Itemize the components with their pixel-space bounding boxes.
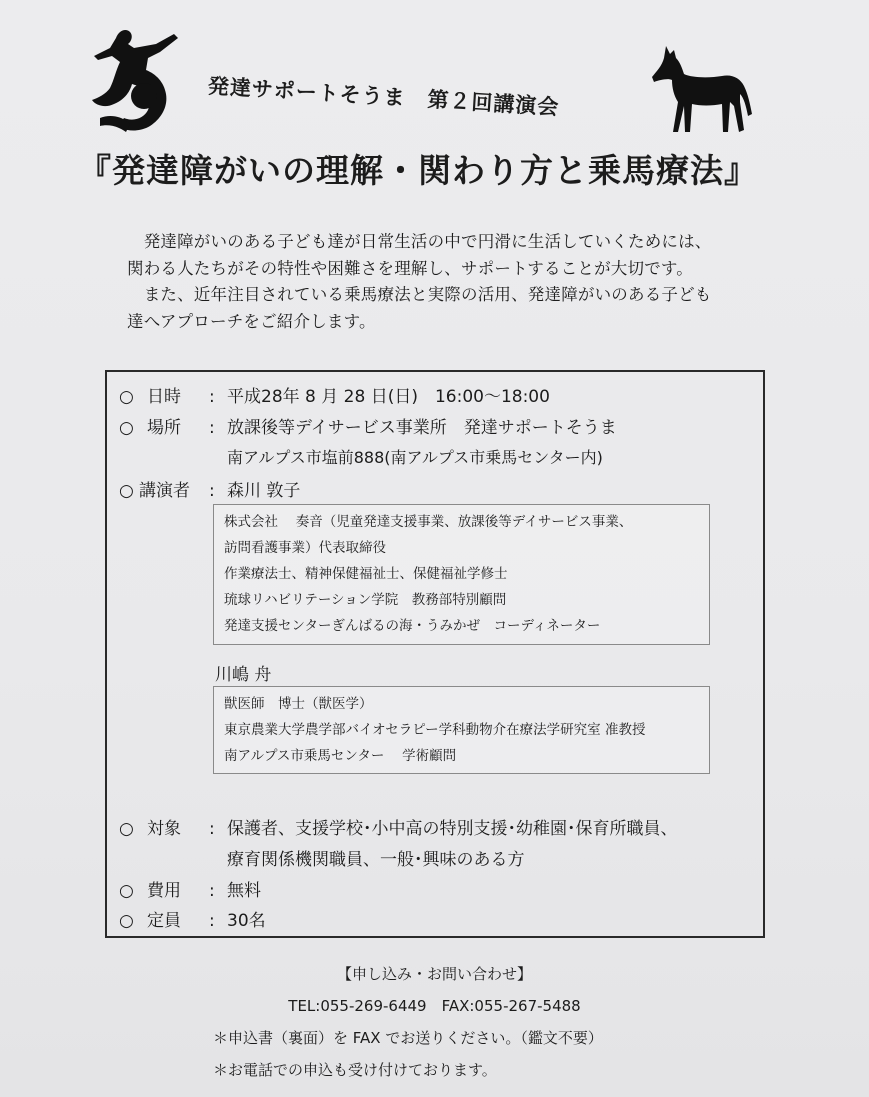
date-value: 平成28年 8 月 28 日(日) 16:00～18:00 — [227, 387, 550, 407]
event-details-box — [105, 370, 765, 938]
page-title: 『発達障がいの理解・関わり方と乗馬療法』 — [78, 151, 758, 190]
contact-phone-fax: TEL:055-269-6449 FAX:055-267-5488 — [288, 997, 581, 1015]
contact-note: ＊お電話での申込も受け付けております。 — [213, 1061, 497, 1079]
intro-paragraph — [127, 229, 767, 335]
intro-line: 達へアプローチをご紹介します。 — [127, 311, 376, 331]
target-value: 保護者、支援学校･小中高の特別支援･幼稚園･保育所職員、 — [227, 819, 678, 839]
profile-line: 琉球リハビリテーション学院 教務部特別顧問 — [224, 592, 507, 608]
speakers-row: ○ 講演者 : 森川 敦子 — [119, 476, 300, 501]
profile-line: 訪問看護事業）代表取締役 — [224, 540, 386, 556]
fee-label: 費用 — [147, 881, 181, 901]
place-label: 場所 — [147, 418, 181, 438]
target-label: 対象 — [147, 819, 181, 839]
speaker1-profile — [213, 504, 710, 645]
profile-line: 株式会社 奏音（児童発達支援事業、放課後等デイサービス事業、 — [224, 514, 633, 530]
speaker2-profile — [213, 686, 710, 774]
intro-line: 発達障がいのある子ども達が日常生活の中で円滑に生活していくためには、 — [127, 232, 712, 251]
bullet-circle: ○ — [119, 481, 134, 501]
event-subtitle: 発達サポートそうま 第２回講演会 — [207, 74, 561, 120]
profile-line: 作業療法士、精神保健福祉士、保健福祉学修士 — [224, 566, 508, 582]
speaker2-name: 川嶋 舟 — [215, 665, 272, 685]
speakers-label: 講演者 — [139, 481, 190, 501]
target-value-cont: 療育関係機関職員、一般･興味のある方 — [227, 850, 525, 870]
bullet-circle: ○ — [119, 911, 134, 931]
profile-line: 南アルプス市乗馬センター 学術顧問 — [224, 748, 457, 764]
place-row: ○ 場所 : 放課後等デイサービス事業所 発達サポートそうま — [119, 413, 617, 438]
capacity-label: 定員 — [147, 911, 181, 931]
intro-line: また、近年注目されている乗馬療法と実際の活用、発達障がいのある子ども — [127, 285, 712, 304]
bullet-circle: ○ — [119, 387, 134, 407]
bullet-circle: ○ — [119, 881, 134, 901]
contact-heading: 【申し込み・お問い合わせ】 — [336, 965, 532, 983]
target-row: ○ 対象 : 保護者、支援学校･小中高の特別支援･幼稚園･保育所職員、 — [119, 814, 678, 839]
date-row: ○ 日時 : 平成28年 8 月 28 日(日) 16:00～18:00 — [119, 382, 550, 407]
intro-line: 関わる人たちがその特性や困難さを理解し、サポートすることが大切です。 — [127, 258, 693, 278]
profile-line: 東京農業大学農学部バイオセラピー学科動物介在療法学研究室 准教授 — [224, 722, 646, 738]
date-label: 日時 — [147, 387, 181, 407]
place-address: 南アルプス市塩前888(南アルプス市乗馬センター内) — [227, 448, 603, 467]
contact-section — [0, 958, 869, 1086]
contact-note: ＊申込書（裏面）を FAX でお送りください。（鑑文不要） — [213, 1029, 603, 1047]
fee-row: ○ 費用 : 無料 — [119, 876, 261, 901]
horse-silhouette-icon — [650, 44, 754, 136]
profile-line: 発達支援センターぎんばるの海・うみかぜ コーディネーター — [224, 618, 601, 634]
bullet-circle: ○ — [119, 418, 134, 438]
child-lifting-silhouette-icon — [86, 22, 186, 134]
capacity-value: 30名 — [227, 911, 266, 931]
capacity-row: ○ 定員 : 30名 — [119, 906, 266, 931]
bullet-circle: ○ — [119, 819, 134, 839]
fee-value: 無料 — [227, 881, 261, 901]
profile-line: 獣医師 博士（獣医学） — [224, 696, 373, 712]
place-value: 放課後等デイサービス事業所 発達サポートそうま — [227, 418, 617, 438]
speaker1-name: 森川 敦子 — [227, 481, 301, 501]
